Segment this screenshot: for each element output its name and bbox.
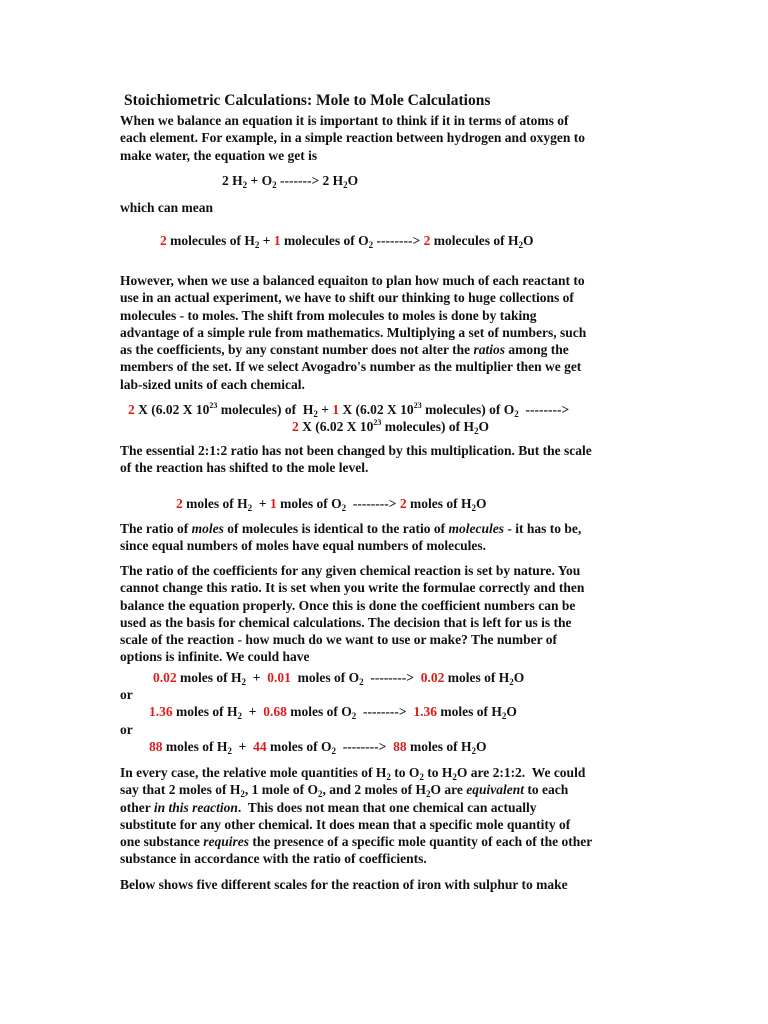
text-line: members of the set. If we select Avogadro's number as the multiplier then we get (120, 359, 582, 375)
text-line: of the reaction has shifted to the mole level. (120, 460, 369, 476)
text-line: options is infinite. We could have (120, 649, 310, 665)
text-line: However, when we use a balanced equaiton to plan how much of each reactant to (120, 273, 585, 288)
equation-molecules: 2 molecules of $H_2 + 1$ molecules of $O_2$ --------> 2 molecules of $H_2O$ (160, 233, 534, 250)
or-label: or (120, 722, 133, 737)
text-line: make water, the equation we get is (120, 147, 318, 163)
paragraph-ratio-unchanged (120, 442, 650, 477)
text-line: Below shows five different scales for the reaction of iron with sulphur to make (120, 877, 568, 892)
paragraph-ratio-identical (120, 520, 650, 555)
text-line: scale of the reaction - how much do we want to use or make? The number of (120, 632, 557, 648)
text-line: advantage of a simple rule from mathematics. Multiplying a set of numbers, such (120, 324, 587, 340)
text-line: The ratio of moles of molecules is identical to the ratio of molecules - it has to be, (120, 521, 582, 536)
text-line: substitute for any other chemical. It does mean that a specific mole quantity of (120, 816, 571, 832)
equation-scale-small: 0.02 moles of $H_2 + 0.01$ moles of $O_2$ --------> 0.02 moles of $H_2O$ (153, 670, 525, 687)
equation-scale-medium: 1.36 moles of $H_2 + 0.68$ moles of $O_2$ --------> 1.36 moles of $H_2O$ (149, 704, 517, 721)
text-line: In every case, the relative mole quantities of $H_2$ to $O_2$ to $H_2O$ are 2:1:2. We could (120, 765, 586, 782)
equation-avogadro-line1: 2 X (6.02 X $10^{23}$ molecules) of $H_2 + 1$ X (6.02 X $10^{23}$ molecules) of $O_2$ --------> (128, 401, 570, 419)
equation-scale-large: 88 moles of $H_2 + 44$ moles of $O_2$ --------> 88 moles of $H_2O$ (149, 739, 487, 756)
equation-avogadro-line2: 2 X (6.02 X $10^{23}$ molecules) of $H_2O$ (292, 418, 489, 436)
text-line: use in an actual experiment, we have to shift our thinking to huge collections of (120, 290, 574, 306)
text-line: When we balance an equation it is important to think if it in terms of atoms of (120, 113, 569, 128)
text-line: used as the basis for chemical calculations. The decision that is left for us is the (120, 614, 572, 630)
text-line: which can mean (120, 200, 214, 215)
text-line: since equal numbers of moles have equal numbers of molecules. (120, 538, 486, 554)
intro-paragraph (120, 112, 650, 164)
text-line: say that 2 moles of $H_2$, 1 mole of $O_2$, and 2 moles of $H_2O$ are equivalent to each (120, 782, 569, 800)
text-line: The ratio of the coefficients for any given chemical reaction is set by nature. You (120, 563, 581, 578)
text-line: balance the equation properly. Once this is done the coefficient numbers can be (120, 597, 576, 613)
text-line: substance in accordance with the ratio of coefficients. (120, 851, 427, 867)
text-line: The essential 2:1:2 ratio has not been changed by this multiplication. But the scale (120, 443, 592, 458)
text-line: one substance requires the presence of a specific mole quantity of each of the other (120, 834, 593, 850)
paragraph-coefficients (120, 562, 650, 666)
or-label: or (120, 687, 133, 702)
text-line: other in this reaction. This does not mean that one chemical can actually (120, 799, 537, 815)
text-line: molecules - to moles. The shift from molecules to moles is done by taking (120, 307, 537, 323)
page-title: Stoichiometric Calculations: Mole to Mole Calculations (124, 92, 491, 109)
text-line: cannot change this ratio. It is set when you write the formulae correctly and then (120, 580, 585, 596)
paragraph-moles-shift (120, 272, 650, 393)
text-line: lab-sized units of each chemical. (120, 376, 305, 392)
text-line: as the coefficients, by any constant number does not alter the ratios among the (120, 342, 569, 358)
equation-water: 2 $H_2 + O_2$ -------> 2 $H_2O$ (222, 173, 359, 190)
text-line: each element. For example, in a simple reaction between hydrogen and oxygen to (120, 130, 585, 146)
equation-moles: 2 moles of $H_2 + 1$ moles of $O_2$ --------> 2 moles of $H_2O$ (176, 496, 487, 513)
paragraph-equivalence (120, 764, 650, 868)
